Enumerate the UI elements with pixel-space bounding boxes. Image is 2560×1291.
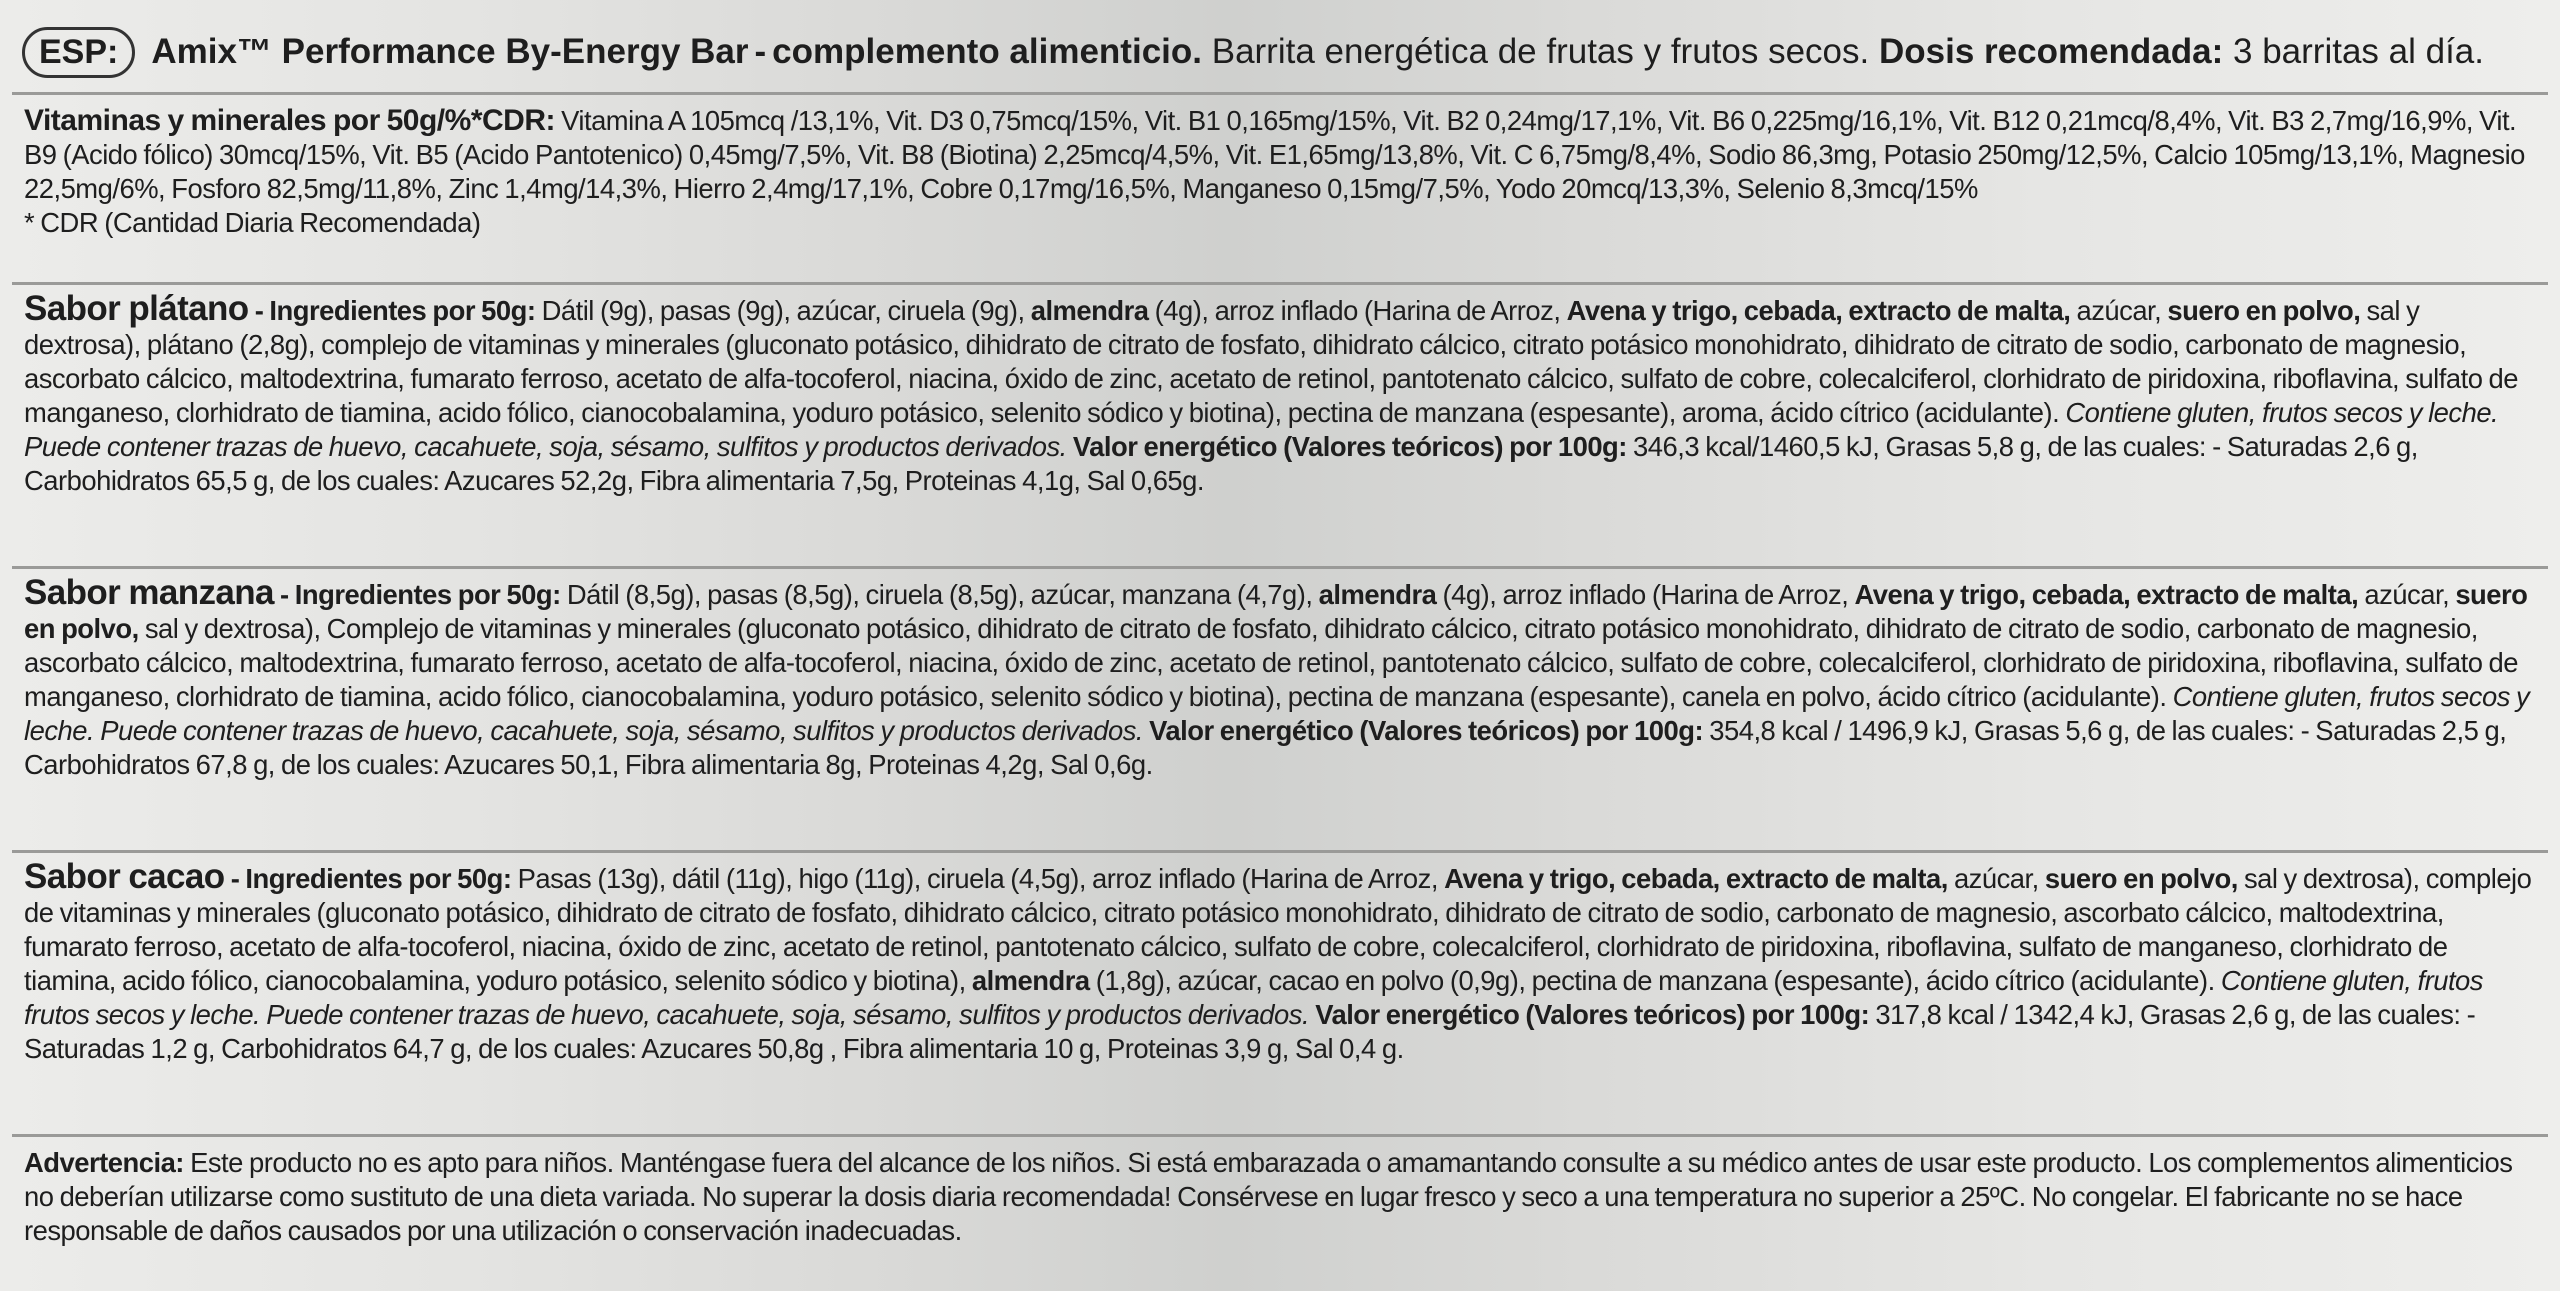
- divider: [12, 1134, 2548, 1137]
- vitamins-section: [24, 104, 2538, 240]
- energy-label: Valor energético (Valores teóricos) por 100g:: [1072, 431, 1627, 462]
- header-line: [22, 22, 2540, 82]
- allergen-text: Avena y trigo, cebada, extracto de malta,: [1854, 579, 2359, 610]
- allergen-text: almendra: [1030, 295, 1149, 326]
- product-name: Amix™ Performance By-Energy Bar: [151, 32, 749, 71]
- vitamins-label: Vitaminas y minerales por 50g/%*CDR:: [24, 104, 555, 137]
- flavor-title: Sabor manzana: [24, 573, 274, 612]
- ingredients-text: sal y dextrosa), complejo de vitaminas y minerales (gluconato potásico, dihidrato de citrato de fosfato, dihidrato cálcico, citrato potásico monohidrato, dihidrato de citrato de sodio, carbonato de magnesio, ascorbato cálcico, maltodextrina, fumarato ferroso, acetato de alfa-tocoferol, niacina, óxido de zinc, acetato de retinol, pantotenato cálcico, sulfato de cobre, colecalciferol, clorhidrato de piridoxina, riboflavina, sulfato de manganeso, clorhidrato de tiamina, acido fólico, cianocobalamina, yoduro potásico, selenito sódico y biotina),: [24, 863, 2532, 996]
- allergen-text: Avena y trigo, cebada, extracto de malta,: [1566, 295, 2071, 326]
- vitamins-text: Vitamina A 105mcq /13,1%, Vit. D3 0,75mcq/15%, Vit. B1 0,165mg/15%, Vit. B2 0,24mg/17,1%, Vit. B6 0,225mg/16,1%, Vit. B12 0,21mcq/8,4%, Vit. B3 2,7mg/16,9%, Vit. B9 (Acido fólico) 30mcq/15%, Vit. B5 (Acido Pantotenico) 0,45mg/7,5%, Vit. B8 (Biotina) 2,25mcq/4,5%, Vit. E1,65mg/13,8%, Vit. C 6,75mg/8,4%, Sodio 86,3mg, Potasio 250mg/12,5%, Calcio 105mg/13,1%, Magnesio 22,5mg/6%, Fosforo 82,5mg/11,8%, Zinc 1,4mg/14,3%, Hierro 2,4mg/17,1%, Cobre 0,17mg/16,5%, Manganeso 0,15mg/7,5%, Yodo 20mcq/13,3%, Selenio 8,3mcq/15%: [24, 105, 2525, 204]
- warning-section: [24, 1146, 2538, 1248]
- energy-values: 346,3 kcal/1460,5 kJ, Grasas 5,8 g, de las cuales: - Saturadas 2,6 g, Carbohidratos 65,5 g, de los cuales: Azucares 52,2g, Fibra alimentaria 7,5g, Proteinas 4,1g, Sal 0,65g.: [24, 431, 2418, 496]
- allergen-statement: Contiene gluten, frutos secos y leche. Puede contener trazas de huevo, cacahuete, soja, sésamo, sulfitos y productos derivados.: [24, 681, 2530, 746]
- divider: [12, 92, 2548, 95]
- flavor-section-cacao: [24, 857, 2538, 1066]
- flavor-section-manzana: [24, 573, 2538, 782]
- warning-text: Este producto no es apto para niños. Manténgase fuera del alcance de los niños. Si está embarazada o amamantando consulte a su médico antes de usar este producto. Los complementos alimenticios no deberían utilizarse como sustituto de una dieta variada. No superar la dosis diaria recomendada! Consérvese en lugar fresco y seco a una temperatura no superior a 25ºC. No congelar. El fabricante no se hace responsable de daños causados por una utilización o conservación inadecuadas.: [24, 1147, 2513, 1246]
- ingredients-text: azúcar,: [1953, 863, 2039, 894]
- header-dash: -: [754, 32, 767, 71]
- ingredients-text: Pasas (13g), dátil (11g), higo (11g), ciruela (4,5g), arroz inflado (Harina de Arroz,: [517, 863, 1438, 894]
- energy-label: Valor energético (Valores teóricos) por 100g:: [1315, 999, 1870, 1030]
- allergen-text: suero en polvo,: [2167, 295, 2361, 326]
- flavor-title: Sabor cacao: [24, 857, 225, 896]
- allergen-text: suero en polvo,: [2044, 863, 2238, 894]
- divider: [12, 282, 2548, 285]
- allergen-text: suero en polvo,: [24, 579, 2528, 644]
- energy-values: 354,8 kcal / 1496,9 kJ, Grasas 5,6 g, de las cuales: - Saturadas 2,5 g, Carbohidratos 67,8 g, de los cuales: Azucares 50,1, Fibra alimentaria 8g, Proteinas 4,2g, Sal 0,6g.: [24, 715, 2507, 780]
- ingredients-text: Dátil (9g), pasas (9g), azúcar, ciruela (9g),: [541, 295, 1025, 326]
- divider: [12, 566, 2548, 569]
- product-category: complemento alimenticio.: [772, 32, 1202, 71]
- energy-label: Valor energético (Valores teóricos) por 100g:: [1149, 715, 1704, 746]
- ingredients-text: azúcar,: [2364, 579, 2450, 610]
- ingredients-text: sal y dextrosa), plátano (2,8g), complejo de vitaminas y minerales (gluconato potásico, dihidrato de citrato de fosfato, dihidrato cálcico, citrato potásico monohidrato, dihidrato de citrato de sodio, carbonato de magnesio, ascorbato cálcico, maltodextrina, fumarato ferroso, acetato de alfa-tocoferol, niacina, óxido de zinc, acetato de retinol, pantotenato cálcico, sulfato de cobre, colecalciferol, clorhidrato de piridoxina, riboflavina, sulfato de manganeso, clorhidrato de tiamina, acido fólico, cianocobalamina, yoduro potásico, selenito sódico y biotina), pectina de manzana (espesante), aroma, ácido cítrico (acidulante).: [24, 295, 2519, 428]
- product-description: Barrita energética de frutas y frutos secos.: [1211, 32, 1870, 71]
- ingredients-text: sal y dextrosa), Complejo de vitaminas y minerales (gluconato potásico, dihidrato de citrato de fosfato, dihidrato cálcico, citrato potásico monohidrato, dihidrato de citrato de sodio, carbonato de magnesio, ascorbato cálcico, maltodextrina, fumarato ferroso, acetato de alfa-tocoferol, niacina, óxido de zinc, acetato de retinol, pantotenato cálcico, sulfato de cobre, colecalciferol, clorhidrato de piridoxina, riboflavina, sulfato de manganeso, clorhidrato de tiamina, acido fólico, cianocobalamina, yoduro potásico, selenito sódico y biotina), pectina de manzana (espesante), canela en polvo, ácido cítrico (acidulante).: [24, 613, 2519, 712]
- allergen-text: Avena y trigo, cebada, extracto de malta,: [1444, 863, 1948, 894]
- ingredients-text: azúcar,: [2076, 295, 2162, 326]
- allergen-text: almendra: [971, 965, 1090, 996]
- warning-label: Advertencia:: [24, 1147, 184, 1178]
- allergen-statement: Contiene gluten, frutos frutos secos y leche. Puede contener trazas de huevo, cacahuete, soja, sésamo, sulfitos y productos derivados.: [24, 965, 2483, 1030]
- allergen-text: almendra: [1318, 579, 1437, 610]
- flavor-title: Sabor plátano: [24, 289, 249, 328]
- flavor-section-platano: [24, 289, 2538, 498]
- dose-value: 3 barritas al día.: [2233, 32, 2484, 71]
- allergen-statement: Contiene gluten, frutos secos y leche. Puede contener trazas de huevo, cacahuete, soja, sésamo, sulfitos y productos derivados.: [24, 397, 2499, 462]
- ingredients-text: (4g), arroz inflado (Harina de Arroz,: [1154, 295, 1561, 326]
- dose-label: Dosis recomendada:: [1879, 32, 2224, 71]
- ingredients-text: (4g), arroz inflado (Harina de Arroz,: [1442, 579, 1849, 610]
- ingredients-text: (1,8g), azúcar, cacao en polvo (0,9g), pectina de manzana (espesante), ácido cítrico (acidulante).: [1095, 965, 2215, 996]
- ingredients-label: - Ingredientes por 50g:: [280, 579, 561, 610]
- cdr-footnote: * CDR (Cantidad Diaria Recomendada): [24, 207, 481, 238]
- language-badge: ESP:: [22, 27, 135, 78]
- energy-values: 317,8 kcal / 1342,4 kJ, Grasas 2,6 g, de las cuales: - Saturadas 1,2 g, Carbohidratos 64,7 g, de los cuales: Azucares 50,8g , Fibra alimentaria 10 g, Proteinas 3,9 g, Sal 0,4 g.: [24, 999, 2476, 1064]
- ingredients-text: Dátil (8,5g), pasas (8,5g), ciruela (8,5g), azúcar, manzana (4,7g),: [566, 579, 1313, 610]
- divider: [12, 850, 2548, 853]
- ingredients-label: - Ingredientes por 50g:: [230, 863, 512, 894]
- ingredients-label: - Ingredientes por 50g:: [254, 295, 536, 326]
